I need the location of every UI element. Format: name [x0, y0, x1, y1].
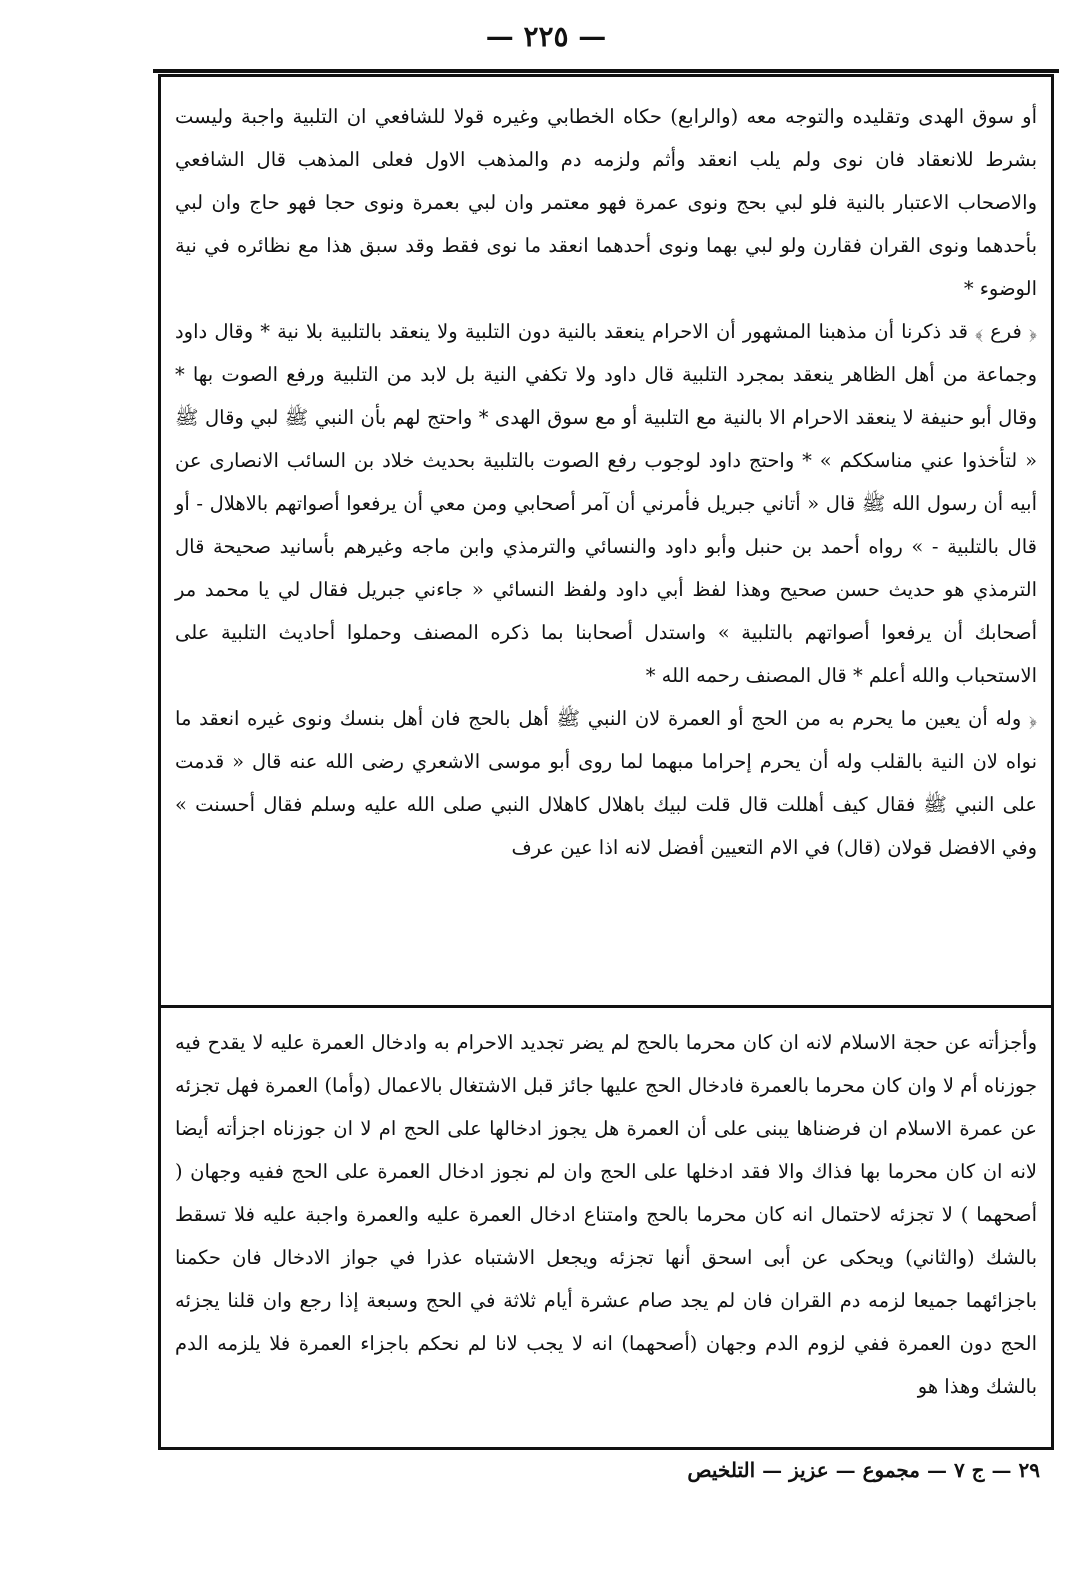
main-paragraph: ﴿ فرع ﴾ قد ذكرنا أن مذهبنا المشهور أن الاحرام ينعقد بالنية دون التلبية ولا ينعقد بالتلبية بلا نية * وقال داود وجماعة من أهل الظاهر ينعقد بمجرد التلبية قال داود ولا تكفي النية بل لابد من التلبية ورفع الصوت بها * وقال أبو حنيفة لا ينعقد الاحرام الا بالنية مع التلبية أو مع سوق الهدى * واحتج لهم بأن النبي ﷺ لبي وقال ﷺ « لتأخذوا عني مناسككم » * واحتج داود لوجوب رفع الصوت بالتلبية بحديث خلاد بن السائب الانصارى عن أبيه أن رسول الله ﷺ قال « أتاني جبريل فأمرني أن آمر أصحابي ومن معي أن يرفعوا أصواتهم بالاهلال - أو قال بالتلبية - » رواه أحمد بن حنبل وأبو داود والنسائي والترمذي وابن ماجه وغيرهم بأسانيد صحيحة قال الترمذي هو حديث حسن صحيح وهذا لفظ أبي داود ولفظ النسائي « جاءني جبريل فقال لي يا محمد مر أصحابك أن يرفعوا أصواتهم بالتلبية » واستدل أصحابنا بما ذكره المصنف وحملوا أحاديث التلبية على الاستحباب والله أعلم * قال المصنف رحمه الله *	[175, 320, 1037, 687]
page-footer: ٢٩ — ج ٧ — مجموع — عزيز — التلخيص	[687, 1458, 1040, 1482]
page-frame	[158, 74, 1054, 1450]
commentary-paragraph: وأجزأته عن حجة الاسلام لانه ان كان محرما بالحج لم يضر تجديد الاحرام به وادخال العمرة عليه لا يقدح فيه جوزناه أم لا وان كان محرما بالعمرة فادخال الحج عليها جائز قبل الاشتغال بالاعمال (وأما) العمرة فهل تجزئه عن عمرة الاسلام ان فرضناها يبنى على أن العمرة هل يجوز ادخالها على الحج ام لا ان جوزناه اجزأته أيضا لانه ان كان محرما بها فذاك والا فقد ادخلها على الحج وان لم نجوز ادخال العمرة على الحج ففيه وجهان ( أصحهما ) لا تجزئه لاحتمال انه كان محرما بالحج وامتناع ادخال العمرة عليه والعمرة واجبة عليه فلا تسقط بالشك (والثاني) ويحكى عن أبى اسحق أنها تجزئه ويجعل الاشتباه عذرا في جواز الادخال فان حكمنا باجزائهما جميعا لزمه دم القران فان لم يجد صام عشرة أيام ثلاثة في الحج وسبعة إذا رجع وان قلنا يجزئه الحج دون العمرة ففي لزوم الدم وجهان (أصحهما) انه لا يجب لانا لم نحكم باجزاء العمرة فلا يلزمه الدم بالشك وهذا هو	[175, 1031, 1037, 1398]
commentary-text	[161, 1021, 1051, 1408]
section-divider	[161, 1005, 1051, 1008]
main-paragraph: أو سوق الهدى وتقليده والتوجه معه (والرابع) حكاه الخطابي وغيره قولا للشافعي ان التلبية واجبة وليست بشرط للانعقاد فان نوى ولم يلب انعقد وأثم ولزمه دم والمذهب الاول فعلى المذهب قال الشافعي والاصحاب الاعتبار بالنية فلو لبي بحج ونوى عمرة فهو معتمر وان لبي بعمرة ونوى حجا فهو حاج وان لبي بأحدهما ونوى القران فقارن ولو لبي بهما ونوى أحدهما انعقد ما نوى فقط وقد سبق هذا مع نظائره في نية الوضوء *	[175, 105, 1037, 300]
main-text	[161, 95, 1051, 869]
main-paragraph: ﴿ وله أن يعين ما يحرم به من الحج أو العمرة لان النبي ﷺ أهل بالحج فان أهل بنسك ونوى غيره انعقد ما نواه لان النية بالقلب وله أن يحرم إحراما مبهما لما روى أبو موسى الاشعري رضى الله عنه قال « قدمت على النبي ﷺ فقال كيف أهللت قال قلت لبيك باهلال كاهلال النبي صلى الله عليه وسلم فقال أحسنت » وفي الافضل قولان (قال) في الام التعيين أفضل لانه اذا عين عرف	[175, 707, 1037, 859]
page-number: — ٢٢٥ —	[485, 20, 607, 53]
